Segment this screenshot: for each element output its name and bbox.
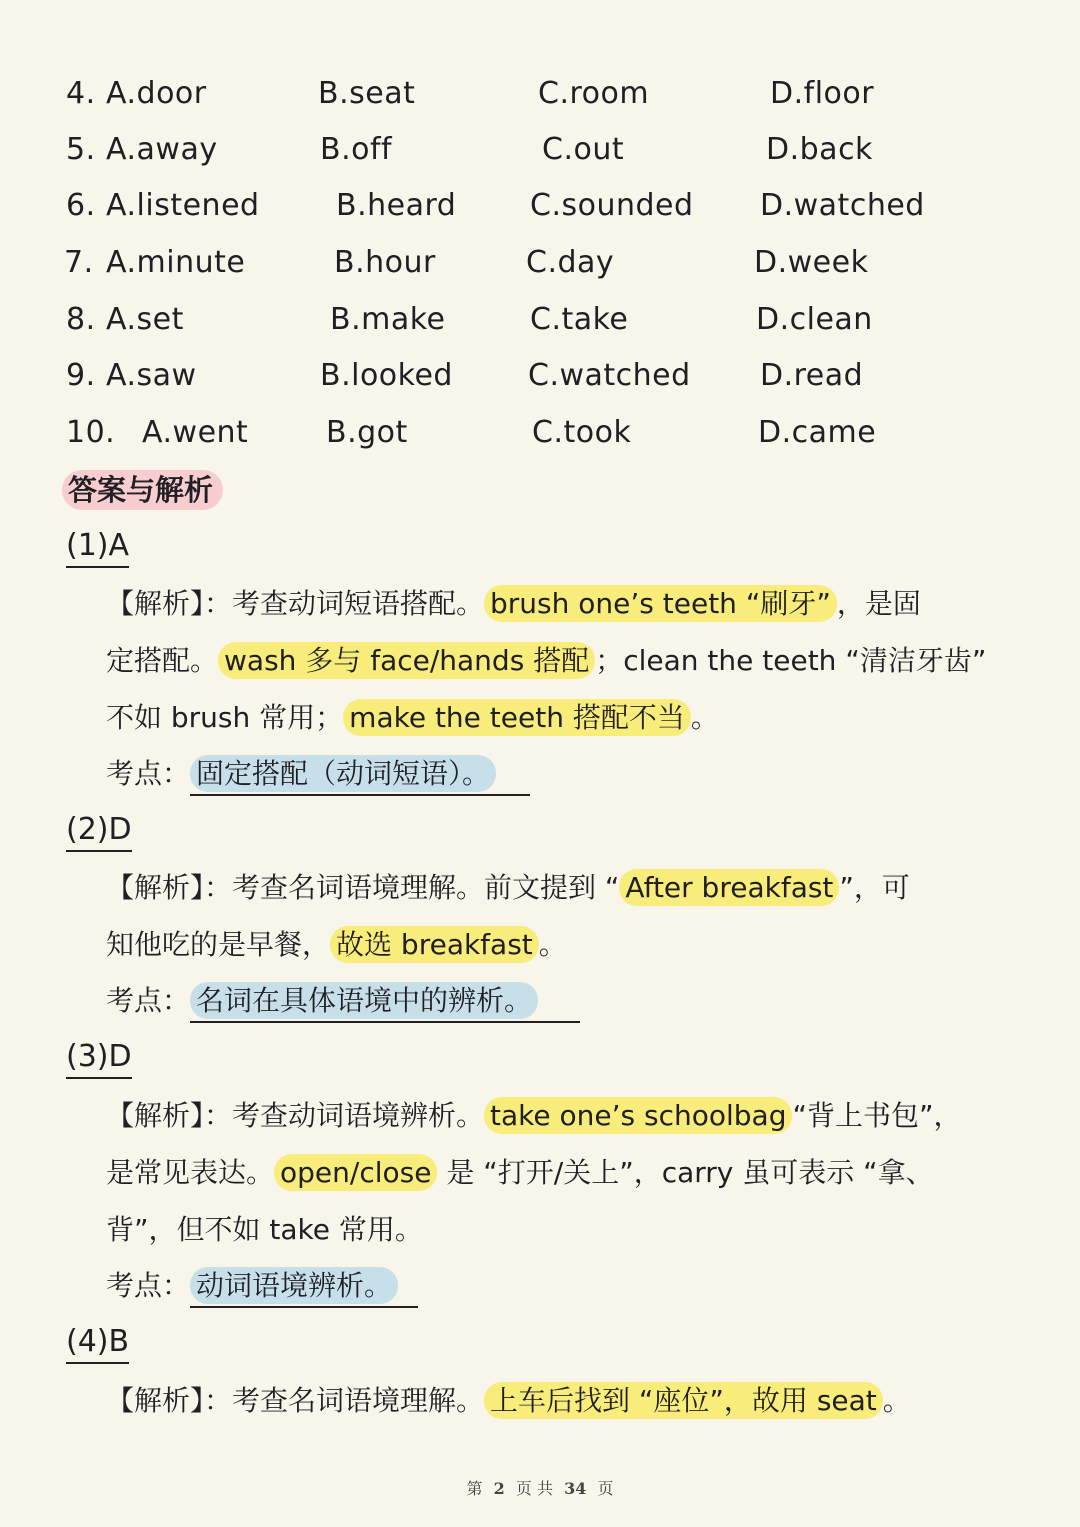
option-d: D.came: [758, 415, 877, 450]
footer-suffix: 页: [597, 1479, 614, 1498]
highlight: open/close: [274, 1154, 437, 1191]
option-a: A.went: [142, 415, 249, 450]
question-number: 9.: [66, 358, 96, 393]
option-c: C.take: [530, 302, 629, 337]
answer-label: (3)D: [66, 1037, 132, 1079]
key-point-label: 考点：: [106, 1269, 191, 1302]
question-number: 6.: [66, 188, 96, 223]
option-d: D.week: [754, 245, 869, 280]
question-number: 8.: [66, 302, 96, 337]
highlight: make the teeth 搭配不当: [343, 699, 691, 736]
option-d: D.back: [766, 132, 873, 167]
option-b: B.got: [326, 415, 408, 450]
option-c: C.took: [532, 415, 632, 450]
option-a: A.set: [106, 302, 184, 337]
option-c: C.day: [526, 245, 615, 280]
analysis-line: [106, 924, 567, 966]
highlight: After breakfast: [619, 869, 839, 906]
key-point-label: 考点：: [106, 984, 191, 1017]
analysis-line: [106, 867, 910, 909]
option-b: B.seat: [318, 76, 416, 111]
text: 不如 brush 常用；: [106, 701, 344, 734]
question-number: 5.: [66, 132, 96, 167]
question-number: 4.: [66, 76, 96, 111]
option-c: C.watched: [528, 358, 691, 393]
text: 定搭配。: [106, 644, 219, 677]
footer-mid: 页 共: [515, 1479, 553, 1498]
option-c: C.room: [538, 76, 650, 111]
question-number: 7.: [64, 245, 94, 280]
highlight: brush one’s teeth “刷牙”: [484, 585, 837, 622]
answer-label: (2)D: [66, 810, 132, 852]
text: ，是固: [836, 587, 921, 620]
option-d: D.floor: [770, 76, 875, 111]
text: 【解析】：考查名词语境理解。: [106, 1384, 485, 1417]
option-c: C.sounded: [530, 188, 694, 223]
analysis-line: [106, 583, 921, 625]
key-point: 名词在具体语境中的辨析。: [190, 982, 538, 1019]
analysis-line: [106, 640, 986, 682]
total-pages: 34: [564, 1479, 587, 1498]
option-c: C.out: [542, 132, 625, 167]
text: 【解析】：考查动词短语搭配。: [106, 587, 485, 620]
option-a: A.minute: [106, 245, 246, 280]
footer-prefix: 第: [466, 1479, 483, 1498]
question-number: 10.: [66, 415, 116, 450]
text: 是 “打开/关上”，carry 虽可表示 “拿、: [437, 1156, 934, 1189]
page-footer: [0, 1476, 1080, 1499]
answer-label: (4)B: [66, 1322, 129, 1364]
option-b: B.looked: [320, 358, 453, 393]
option-d: D.read: [760, 358, 864, 393]
option-b: B.hour: [334, 245, 436, 280]
option-a: A.away: [106, 132, 218, 167]
analysis-line: [106, 1380, 911, 1422]
analysis-line: [106, 1152, 934, 1194]
analysis-line: [106, 697, 719, 739]
option-a: A.listened: [106, 188, 260, 223]
option-a: A.door: [106, 76, 207, 111]
text: 。: [882, 1384, 911, 1417]
section-heading: 答案与解析: [62, 470, 223, 510]
option-b: B.off: [320, 132, 393, 167]
highlight: wash 多与 face/hands 搭配: [218, 642, 595, 679]
text: 。: [690, 701, 719, 734]
key-point-label: 考点：: [106, 757, 191, 790]
option-b: B.heard: [336, 188, 457, 223]
text: 是常见表达。: [106, 1156, 275, 1189]
text: “背上书包”，: [792, 1099, 962, 1132]
key-point-line: [106, 1265, 418, 1308]
page-number: 2: [493, 1479, 505, 1498]
option-a: A.saw: [106, 358, 197, 393]
key-point: 固定搭配（动词短语）。: [190, 755, 496, 792]
text: ；clean the teeth “清洁牙齿”: [595, 644, 987, 677]
answer-label: (1)A: [66, 526, 129, 568]
text: 【解析】：考查名词语境理解。前文提到 “: [106, 871, 620, 904]
analysis-line: [106, 1095, 961, 1137]
key-point: 动词语境辨析。: [190, 1267, 398, 1304]
highlight: 故选 breakfast: [330, 926, 539, 963]
text: 知他吃的是早餐，: [106, 928, 331, 961]
option-d: D.clean: [756, 302, 873, 337]
highlight: 上车后找到 “座位”，故用 seat: [484, 1382, 883, 1419]
option-d: D.watched: [760, 188, 925, 223]
text: 【解析】：考查动词语境辨析。: [106, 1099, 485, 1132]
highlight: take one’s schoolbag: [484, 1097, 792, 1134]
key-point-line: [106, 980, 580, 1023]
text: 背”，但不如 take 常用。: [106, 1213, 423, 1246]
analysis-line: [106, 1209, 423, 1251]
key-point-line: [106, 753, 530, 796]
text: 。: [538, 928, 567, 961]
text: ”，可: [839, 871, 910, 904]
option-b: B.make: [330, 302, 446, 337]
